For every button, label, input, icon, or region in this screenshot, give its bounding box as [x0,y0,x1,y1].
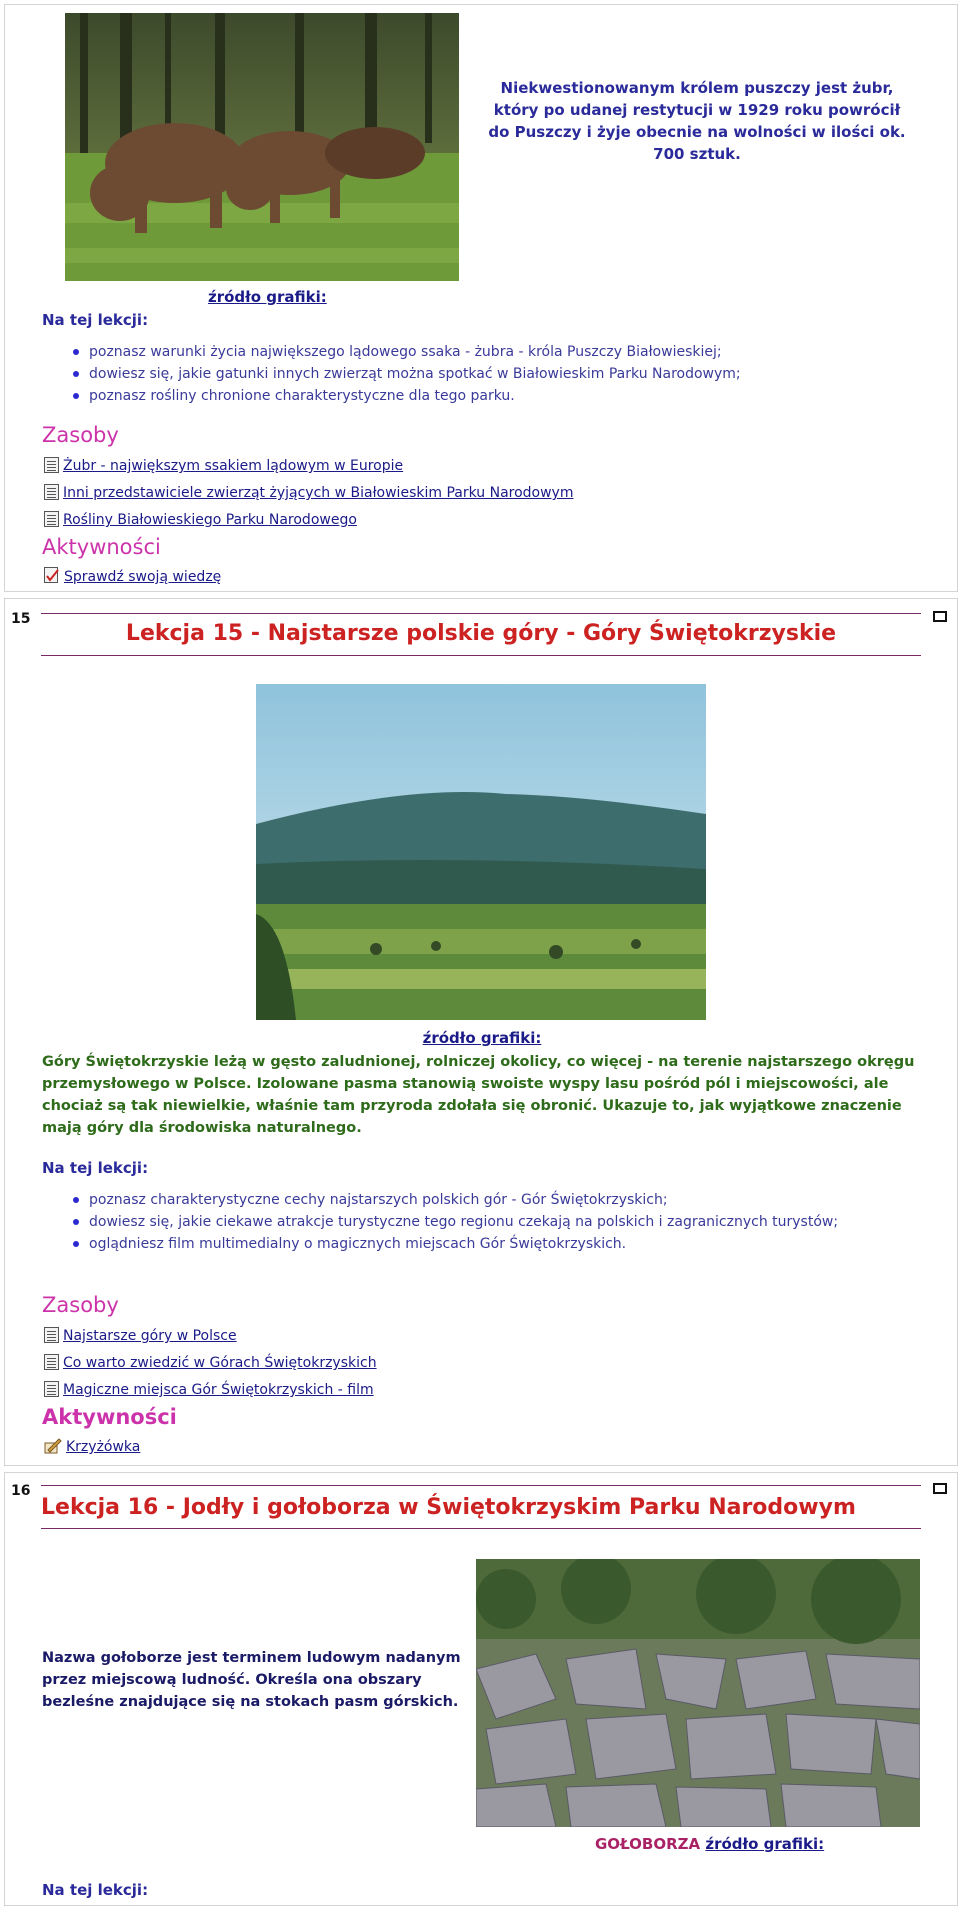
objective-item: oglądniesz film multimedialny o magicznych miejscach Gór Świętokrzyskich. [71,1233,838,1255]
section-16 [4,1472,958,1906]
activity-link[interactable]: Krzyżówka [44,1437,140,1455]
section-14 [4,4,958,592]
title-divider-top [41,1485,921,1486]
objective-item: poznasz warunki życia największego lądowego ssaka - żubra - króla Puszczy Białowieskiej; [71,341,741,363]
document-icon [44,484,59,500]
resource-link[interactable]: Rośliny Białowieskiego Parku Narodowego [44,511,357,528]
objective-item: dowiesz się, jakie gatunki innych zwierząt można spotkać w Białowieskim Parku Narodowym; [71,363,741,385]
section-15 [4,598,958,1466]
crossword-pencil-icon [44,1437,62,1454]
resource-link[interactable]: Żubr - największym ssakiem lądowym w Europie [44,457,403,474]
checkbox-icon[interactable] [933,1483,947,1494]
objective-item: dowiesz się, jakie ciekawe atrakcje turystyczne tego regionu czekają na polskich i zagranicznych turystów; [71,1211,838,1233]
resource-link[interactable]: Magiczne miejsca Gór Świętokrzyskich - film [44,1381,374,1398]
image-source-link[interactable]: źródło grafiki: [208,288,327,306]
title-divider-bottom [41,1528,921,1529]
resource-link[interactable]: Co warto zwiedzić w Górach Świętokrzyskich [44,1354,377,1371]
document-icon [44,457,59,473]
on-this-lesson-label: Na tej lekcji: [42,311,149,329]
image-caption [5,1835,959,1853]
resource-link[interactable]: Inni przedstawiciele zwierząt żyjących w Białowieskim Parku Narodowym [44,484,573,501]
activities-heading: Aktywności [42,535,161,559]
section-number: 15 [11,611,31,627]
on-this-lesson-label: Na tej lekcji: [42,1159,149,1177]
goloborze-photo [476,1559,920,1827]
title-divider-bottom [41,655,921,656]
bison-photo [65,13,459,281]
objective-item: poznasz charakterystyczne cechy najstarszych polskich gór - Gór Świętokrzyskich; [71,1189,838,1211]
activities-heading: Aktywności [42,1405,177,1429]
checkbox-icon[interactable] [933,611,947,622]
lesson-title: Lekcja 15 - Najstarsze polskie góry - Góry Świętokrzyskie [125,621,837,646]
objective-item: poznasz rośliny chronione charakterystyczne dla tego parku. [71,385,741,407]
image-source-link[interactable]: źródło grafiki: [705,1835,825,1853]
activity-link[interactable]: Sprawdź swoją wiedzę [44,567,221,585]
lead-text: Niekwestionowanym królem puszczy jest żubr, który po udanej restytucji w 1929 roku powrócił do Puszczy i żyje obecnie na wolności w ilości ok. 700 sztuk. [488,79,906,163]
objectives-list [71,1189,838,1255]
image-source-link[interactable]: źródło grafiki: [422,1029,542,1047]
lesson-title: Lekcja 16 - Jodły i gołoborza w Świętokrzyskim Parku Narodowym [41,1495,856,1520]
document-icon [44,511,59,527]
quiz-check-icon [44,567,60,584]
resource-link[interactable]: Najstarsze góry w Polsce [44,1327,237,1344]
lesson-description: Góry Świętokrzyskie leżą w gęsto zaludnionej, rolniczej okolicy, co więcej - na terenie najstarszego okręgu przemysłowego w Polsce. Izolowane pasma stanowią swoiste wyspy lasu pośród pól i miejscowości, ale chociaż są tak niewielkie, właśnie tam przyroda zdołała się obronić. Ukazuje to, jak wyjątkowe znaczenie mają góry dla środowiska naturalnego. [42,1054,915,1136]
section-number: 16 [11,1483,31,1499]
objectives-list [71,341,741,407]
lead-text: Nazwa gołoborze jest terminem ludowym nadanym przez miejscową ludność. Określa ona obszary bezleśne znajdujące się na stokach pasm górskich. [42,1650,461,1710]
resources-heading: Zasoby [42,423,119,447]
document-icon [44,1327,59,1343]
document-icon [44,1381,59,1397]
on-this-lesson-label: Na tej lekcji: [42,1881,149,1899]
caption-title: GOŁOBORZA [595,1835,701,1853]
resources-heading: Zasoby [42,1293,119,1317]
mountains-photo [256,684,706,1020]
document-icon [44,1354,59,1370]
title-divider-top [41,613,921,614]
